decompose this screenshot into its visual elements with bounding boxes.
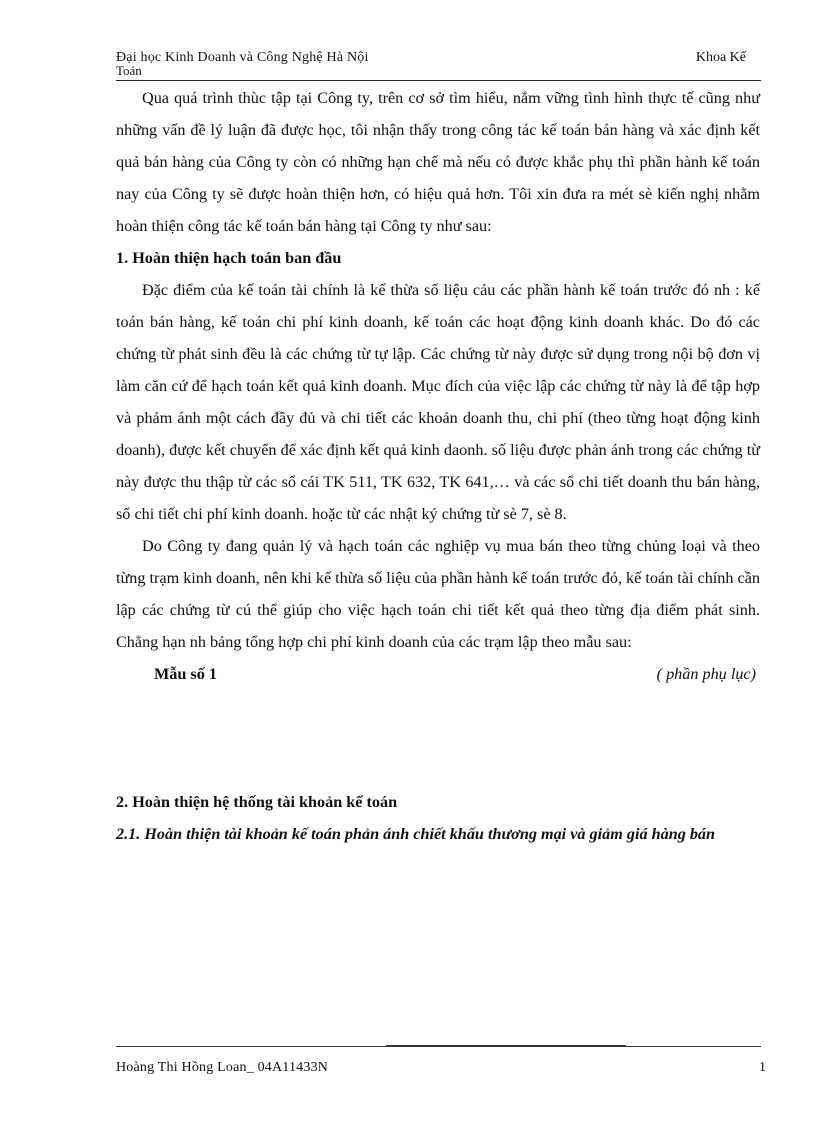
appendix-reference: ( phần phụ lục)	[656, 665, 756, 683]
header-rule	[116, 80, 761, 81]
footer-rule	[116, 1046, 761, 1049]
page-number: 1	[759, 1060, 766, 1075]
heading-section-1: 1. Hoàn thiện hạch toán ban đầu	[116, 249, 342, 267]
header-school: Đại học Kinh Doanh và Công Nghệ Hà Nội	[116, 50, 369, 65]
heading-section-2: 2. Hoàn thiện hệ thống tài khoản kế toán	[116, 793, 398, 811]
template-reference	[116, 658, 760, 690]
header-faculty: Khoa Kế	[695, 50, 746, 65]
footer-author: Hoàng Thi Hồng Loan_ 04A11433N	[116, 1060, 329, 1075]
blank-space	[116, 690, 760, 786]
heading-section-2-1: 2.1. Hoàn thiện tài khoản kế toán phản ánh chiết khấu thương mại và giảm giá hàng bán	[116, 825, 716, 843]
header-faculty-wrap: Toán	[116, 63, 142, 78]
paragraph-intro: Qua quá trình thùc tập tại Công ty, trên cơ sở tìm hiểu, nắm vững tình hình thực tế cũng như những vấn đề lý luận đã được học, tôi nhận thấy trong công tác kế toán bán hàng và xác định kết quả bán hàng của Công ty còn có những hạn chế mà nếu có được khắc phụ thì phần hành kế toán nay của Công ty sẽ được hoàn thiện hơn, có hiệu quả hơn. Tôi xin đưa ra mét sè kiến nghị nhằm hoàn thiện công tác kế toán bán hàng tại Công ty như sau:	[116, 89, 760, 235]
document-body	[116, 82, 760, 850]
template-label: Mẫu số 1	[154, 665, 217, 683]
paragraph-station-cost: Do Công ty đang quản lý và hạch toán các nghiệp vụ mua bán theo từng chủng loại và theo từng trạm kinh doanh, nên khi kế thừa số liệu của phần hành kế toán trước đó, kế toán tài chính cần lập các chứng từ cú thể giúp cho việc hạch toán chi tiết kết quả theo từng địa điểm phát sinh. Chẳng hạn nh bảng tổng hợp chi phí kinh doanh của các trạm lập theo mẫu sau:	[116, 537, 760, 651]
paragraph-initial-accounting: Đặc điểm của kế toán tài chính là kế thừa số liệu cảu các phần hành kế toán trước đó nh : kế toán bán hàng, kế toán chi phí kinh doanh, kế toán các hoạt động kinh doanh khác. Do đó các chứng từ phát sinh đều là các chứng từ tự lập. Các chứng từ này được sử dụng trong nội bộ đơn vị làm căn cứ để hạch toán kết quả kinh doanh. Mục đích của việc lập các chứng từ này là để tập hợp và phảm ánh một cách đầy đủ và chi tiết các khoản doanh thu, chi phí (theo từng hoạt động kinh doanh), được kết chuyển để xác định kết quả kinh daonh. số liệu được phản ánh trong các chứng từ này được thu thập từ các sổ cái TK 511, TK 632, TK 641,… và các sổ chi tiết doanh thu bán hàng, sổ chi tiết chi phí kinh doanh. hoặc từ các nhật ký chứng từ sè 7, sè 8.	[116, 281, 760, 523]
